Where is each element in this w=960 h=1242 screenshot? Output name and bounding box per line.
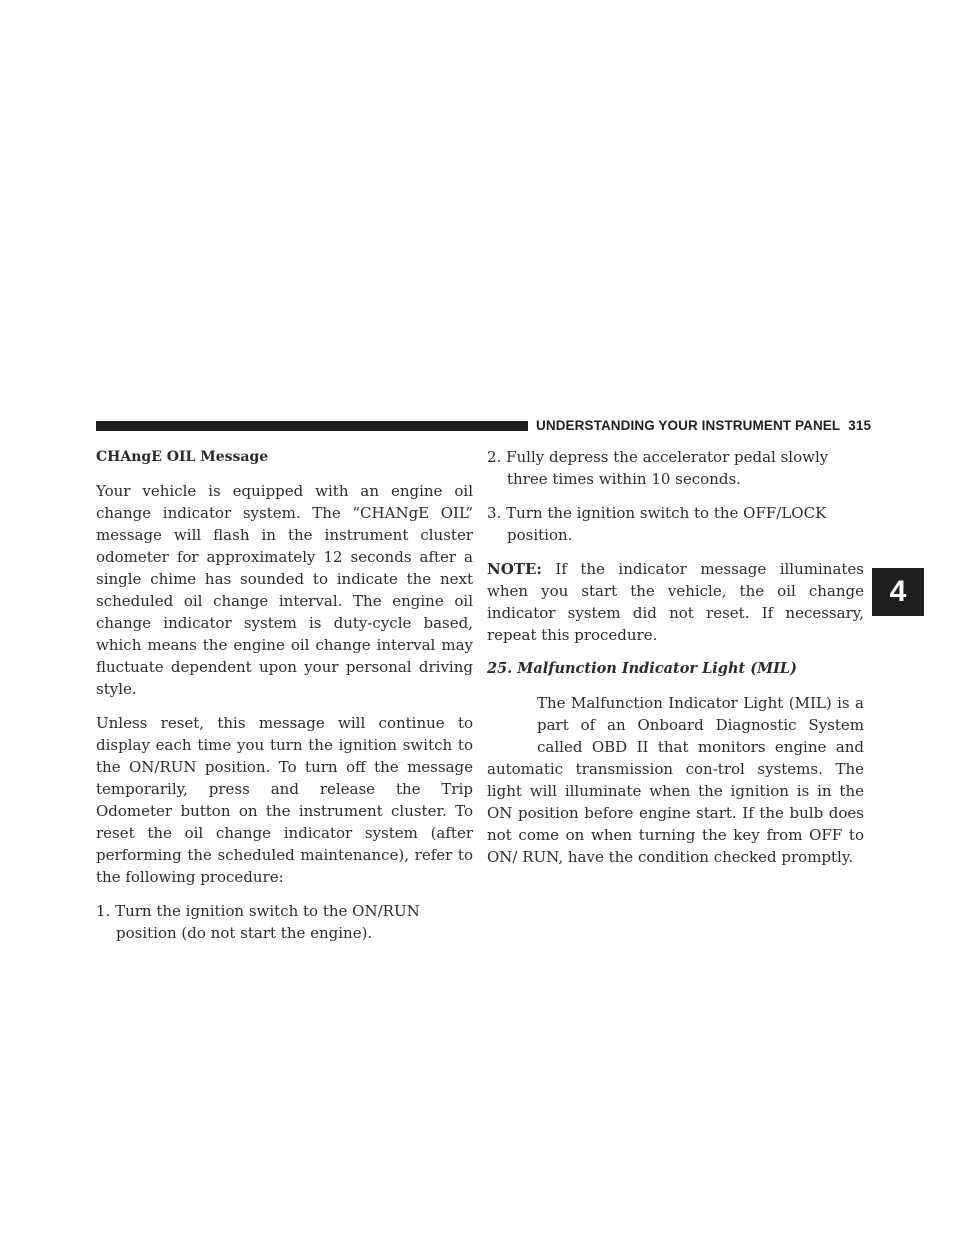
page-number: 315 xyxy=(848,418,872,433)
chapter-tab: 4 xyxy=(872,568,924,616)
note-paragraph xyxy=(487,558,864,646)
running-header xyxy=(536,418,871,434)
note-text: If the indicator message illuminates when you start the vehicle, the oil change indicator system did not reset. If necessary, repeat this procedure. xyxy=(487,560,864,644)
procedure-step-3: 3. Turn the ignition switch to the OFF/LOCK position. xyxy=(487,504,827,544)
note-label: NOTE: xyxy=(487,560,542,578)
right-column xyxy=(487,446,864,868)
header-rule xyxy=(96,421,528,431)
header-section-title: UNDERSTANDING YOUR INSTRUMENT PANEL xyxy=(536,418,841,433)
left-column xyxy=(96,446,473,956)
oil-change-paragraph-1: Your vehicle is equipped with an engine oil change indicator system. The “CHANgE OIL” message will flash in the instrument cluster odometer for approximately 12 seconds after a single chime has sounded to indicate the next scheduled oil change interval. The engine oil change indicator system is duty-cycle based, which means the engine oil change interval may fluctuate dependent upon your personal driving style. xyxy=(96,482,473,698)
procedure-step-2: 2. Fully depress the accelerator pedal slowly three times within 10 seconds. xyxy=(487,448,829,488)
change-oil-subhead: CHAngE OIL Message xyxy=(96,449,269,465)
oil-change-paragraph-2: Unless reset, this message will continue to display each time you turn the ignition switch to the ON/RUN position. To turn off the message temporarily, press and release the Trip Odometer button on the instrument cluster. To reset the oil change indicator system (after performing the scheduled maintenance), refer to the following procedure: xyxy=(96,714,473,886)
procedure-step-1: 1. Turn the ignition switch to the ON/RUN position (do not start the engine). xyxy=(96,902,420,942)
mil-text: The Malfunction Indicator Light (MIL) is a part of an Onboard Diagnostic System called OBD II that monitors engine and automatic transmission con-trol systems. The light will illuminate when the ignition is in the ON position before engine start. If the bulb does not come on when turning the key from OFF to ON/ RUN, have the condition checked promptly. xyxy=(487,694,864,866)
mil-section-title: 25. Malfunction Indicator Light (MIL) xyxy=(487,660,797,677)
mil-paragraph xyxy=(487,692,864,868)
mil-icon-placeholder xyxy=(487,692,537,758)
